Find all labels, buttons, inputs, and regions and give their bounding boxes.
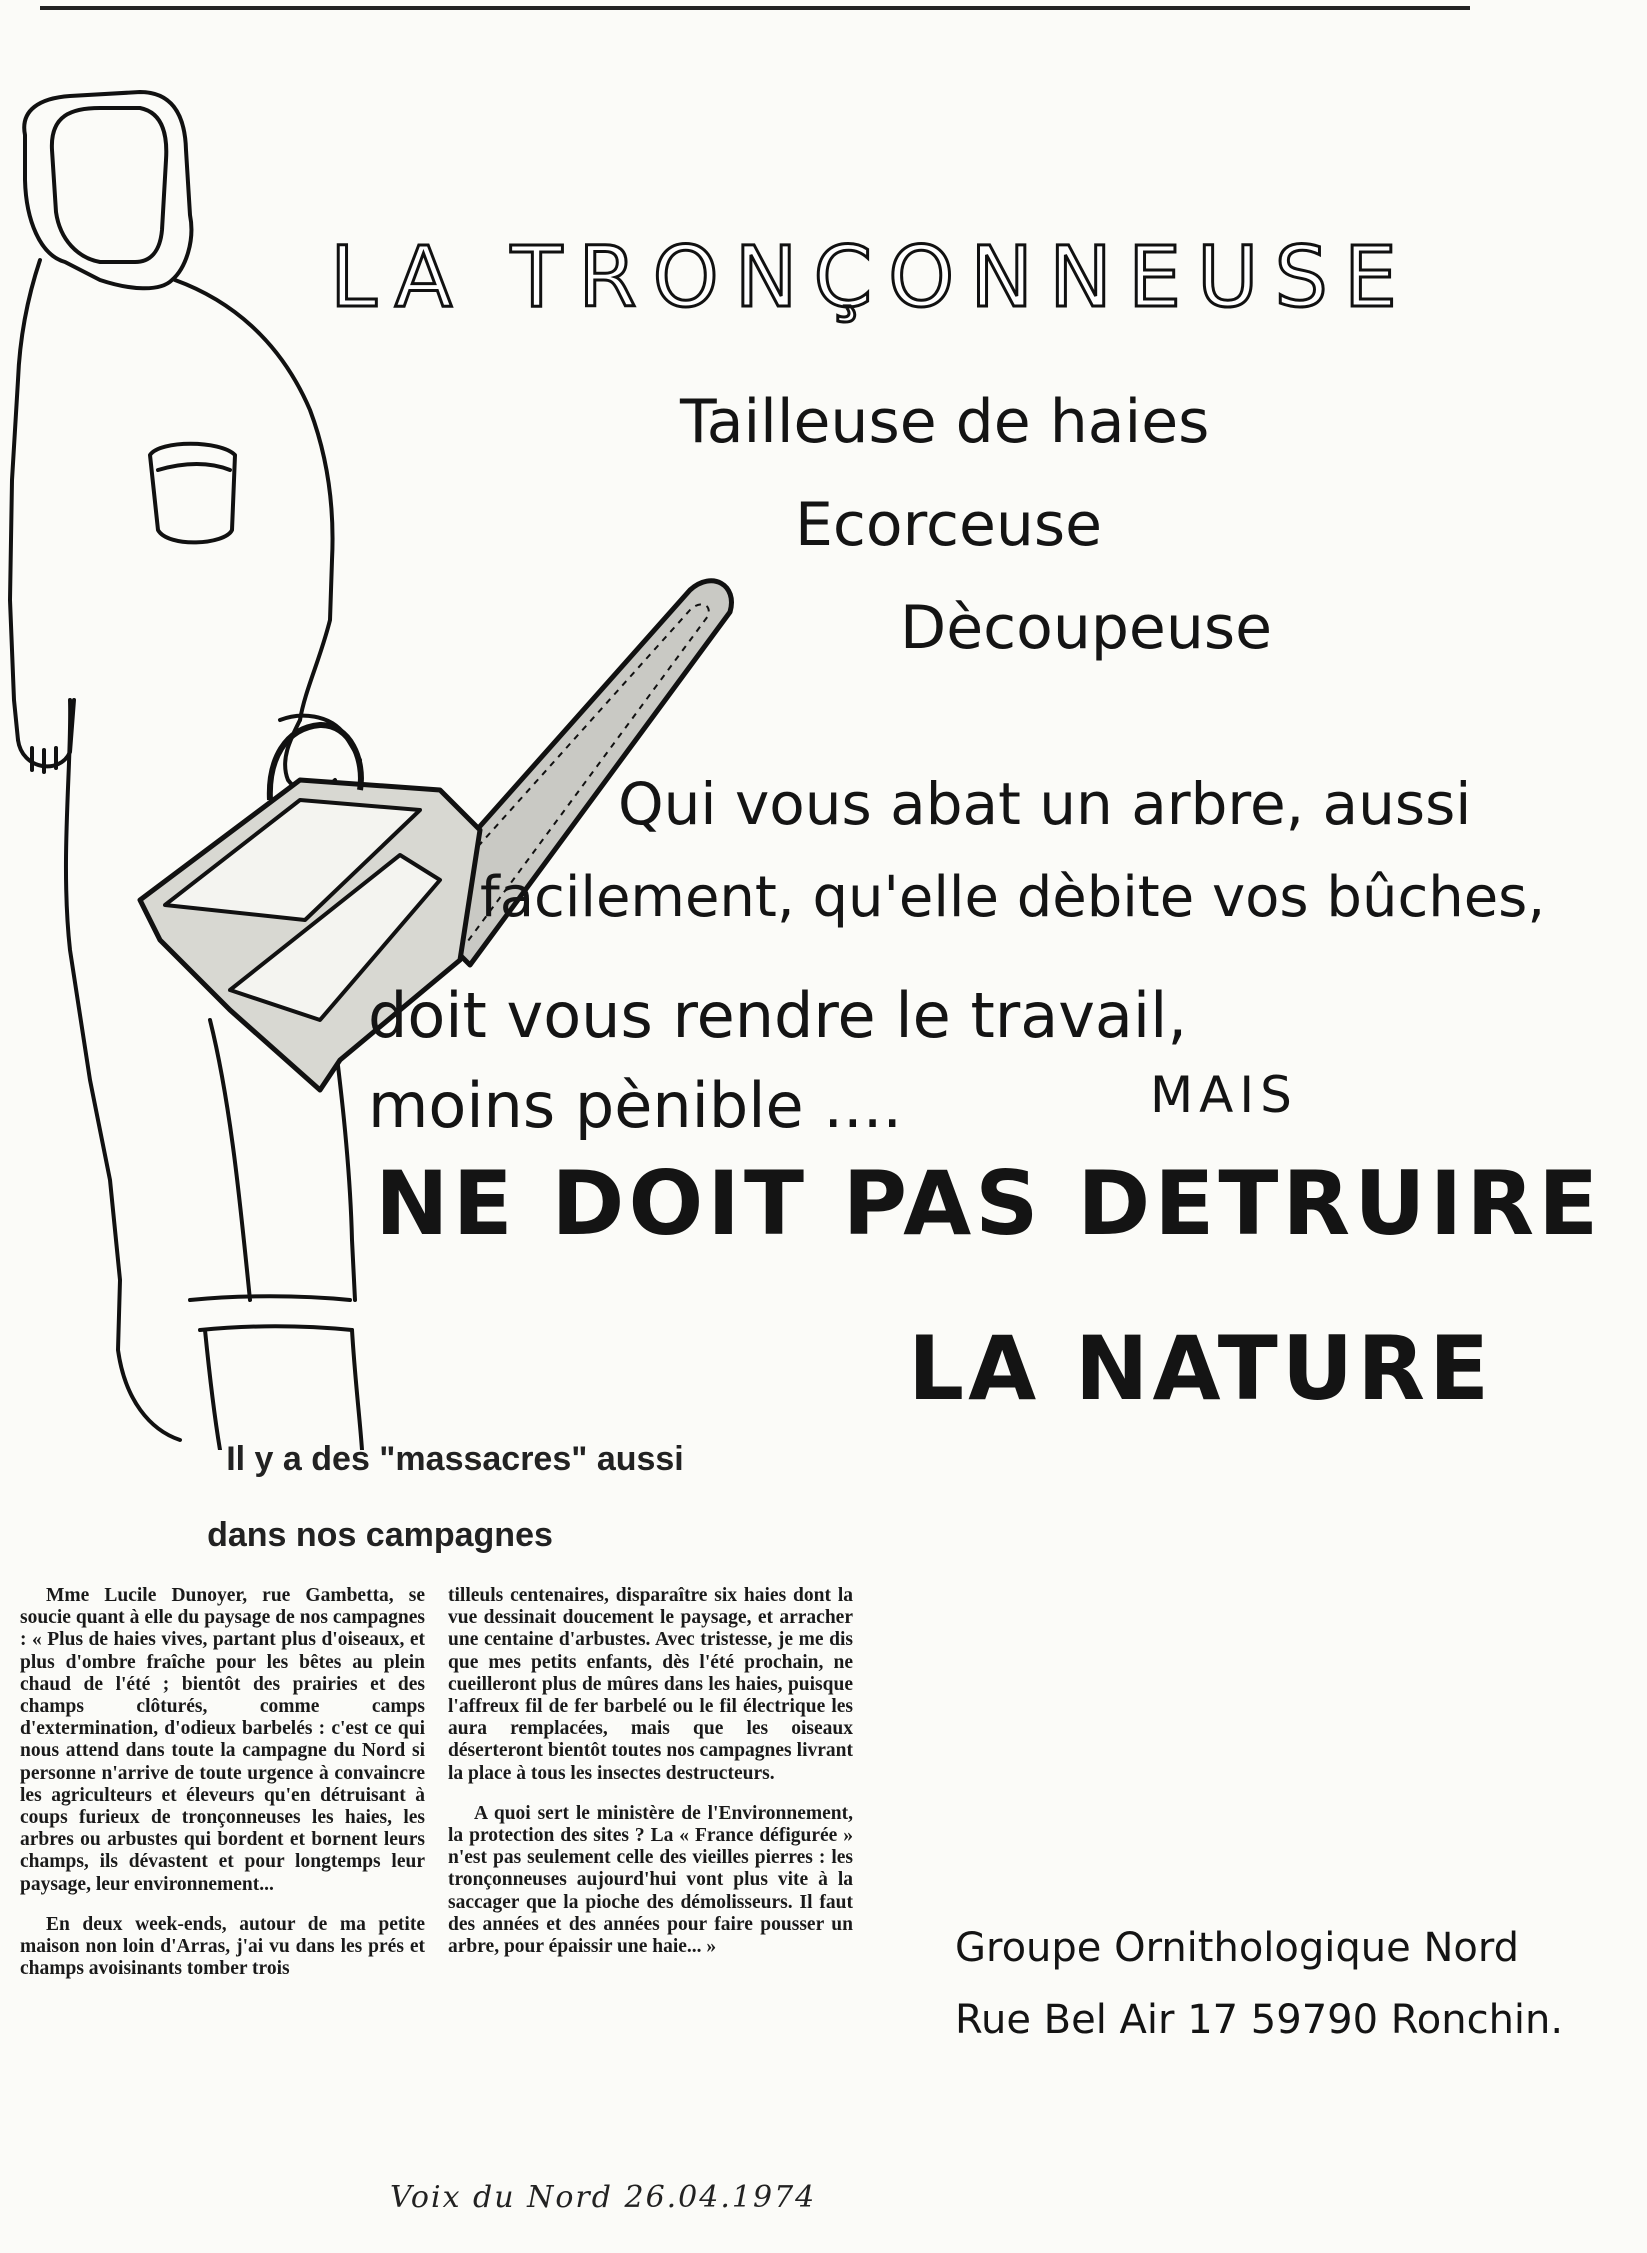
signature-group: Groupe Ornithologique Nord	[955, 1925, 1519, 1971]
article-title-line-1: Il y a des "massacres" aussi	[226, 1440, 684, 1478]
source-citation: Voix du Nord 26.04.1974	[390, 2180, 817, 2215]
person-outline-icon	[10, 92, 362, 1450]
subtitle-tailleuse: Tailleuse de haies	[680, 387, 1210, 457]
bold-line-detruire: NE DOIT PAS DETRUIRE	[375, 1152, 1603, 1255]
article-paragraph: Mme Lucile Dunoyer, rue Gambetta, se soucie quant à elle du paysage de nos campagnes : « Plus de haies vives, partant plus d'oiseaux, et plus d'ombre fraîche pour les bêtes au plein chaud de l'été ; bientôt des prairies et des champs clôturés, comme camps d'extermination, d'odieux barbelés : c'est ce qui nous attend dans toute la campagne du Nord si personne n'arrive de toute urgence à convaincre les agriculteurs et éleveurs qu'en détruisant à coups furieux de tronçonneuses les haies, les arbres ou arbustes qui bordent et bornent leurs champs, ils dévastent et pour longtemps leur paysage, leur environnement...	[20, 1585, 425, 1895]
body-line-4: moins pènible ....	[368, 1069, 903, 1142]
subtitle-decoupeuse: Dècoupeuse	[900, 593, 1273, 663]
headline: LA TRONÇONNEUSE	[330, 228, 1413, 326]
article-paragraph: A quoi sert le ministère de l'Environnement, la protection des sites ? La « France défigurée » n'est pas seulement celle des vieilles pierres : les tronçonneuses aujourd'hui vont plus vite à la saccager que la pioche des démolisseurs. Il faut des années et des années pour faire pousser un arbre, pour épaissir une haie... »	[448, 1802, 853, 1958]
article-paragraph: tilleuls centenaires, disparaître six haies dont la vue dessinait doucement le paysage, et arracher une centaine d'arbustes. Avec tristesse, je me dis que mes petits enfants, dès l'été prochain, ne cueilleront plus de mûres dans les haies, puisque l'affreux fil de fer barbelé ou le fil électrique les aura remplacées, mais que les oiseaux déserteront bientôt toutes nos campagnes livrant la place à tous les insectes destructeurs.	[448, 1585, 853, 1784]
subtitle-ecorceuse: Ecorceuse	[795, 490, 1103, 560]
article-paragraph: En deux week-ends, autour de ma petite maison non loin d'Arras, j'ai vu dans les prés et champs avoisinants tomber trois	[20, 1913, 425, 1980]
bold-line-nature: LA NATURE	[908, 1317, 1494, 1420]
body-line-mais: MAIS	[1150, 1066, 1298, 1124]
article-column-1	[20, 1585, 425, 1980]
article-title-line-2: dans nos campagnes	[207, 1516, 553, 1554]
article-column-2	[448, 1585, 853, 1958]
body-line-2: facilement, qu'elle dèbite vos bûches,	[480, 865, 1546, 930]
body-line-1: Qui vous abat un arbre, aussi	[618, 770, 1472, 838]
signature-address: Rue Bel Air 17 59790 Ronchin.	[955, 1997, 1564, 2043]
body-line-3: doit vous rendre le travail,	[368, 979, 1188, 1052]
